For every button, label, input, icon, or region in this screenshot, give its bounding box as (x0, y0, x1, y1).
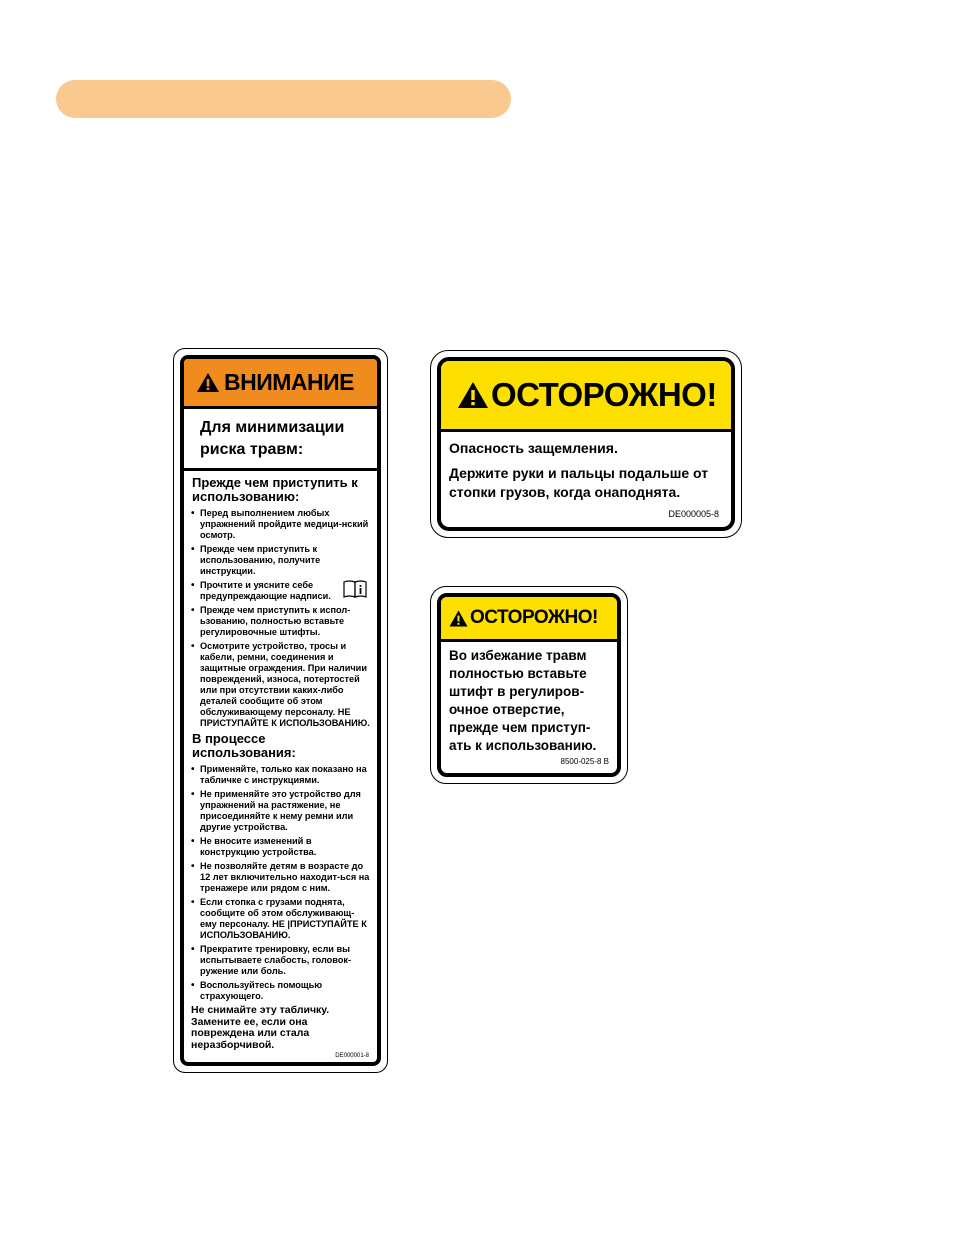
list-item: • Не применяйте это устройство для упражнений на растяжение, не присоединяйте к нему ремни или другие устройства. (191, 789, 371, 833)
attention-label-lead (184, 409, 377, 471)
pin-label-title: ОСТОРОЖНО! (470, 607, 598, 628)
list-item: • Прежде чем приступить к использованию, получите инструкции. (191, 544, 371, 577)
list-item: • Если стопка с грузами поднята, сообщите об этом обслуживающ-ему персоналу. НЕ |ПРИСТУПАЙТЕ К ИСПОЛЬЗОВАНИЮ. (191, 897, 371, 941)
header-bar (56, 80, 511, 118)
warning-triangle-icon (449, 610, 468, 627)
pinch-label-title: ОСТОРОЖНО! (491, 376, 717, 413)
section-during-use: В процессе использования: (192, 731, 296, 760)
list-item: • Применяйте, только как показано на табличке с инструкциями. (191, 764, 371, 786)
list-item: • Не вносите изменений в конструкцию устройства. (191, 836, 371, 858)
during-use-list (191, 764, 371, 1002)
pin-label-text: Во избежание травм полностью вставьте штифт в регулиров-очное отверстие, прежде чем приступ-ать к использованию. (449, 648, 597, 753)
list-item: • Перед выполнением любых упражнений пройдите медици-нский осмотр. (191, 508, 371, 541)
pinch-label-header (441, 361, 731, 432)
warning-triangle-icon (457, 381, 489, 409)
attention-label (180, 355, 381, 1066)
pinch-line-1: Опасность защемления. (449, 440, 618, 456)
list-item: • Не позволяйте детям в возрасте до 12 лет включительно находит-ься на тренажере или рядом с ним. (191, 861, 371, 894)
attention-lead-line-1: Для минимизации (200, 419, 345, 436)
list-item: • Воспользуйтесь помощью страхующего. (191, 980, 371, 1002)
attention-label-header (184, 359, 377, 409)
list-item: • Осмотрите устройство, тросы и кабели, ремни, соединения и защитные ограждения. При наличии повреждений, износа, потертостей или при отсутствии каких-либо деталей сообщите об этом обслуживающему персоналу. НЕ ПРИСТУПАЙТЕ К ИСПОЛЬЗОВАНИЮ. (191, 641, 371, 729)
pin-label-code: 8500-025-8 B (560, 757, 609, 766)
list-item: • Прекратите тренировку, если вы испытываете слабость, головок-ружение или боль. (191, 944, 371, 977)
pinch-label-text (441, 432, 731, 502)
pinch-label (437, 357, 735, 531)
attention-label-body (184, 471, 377, 1051)
before-use-list (191, 508, 371, 729)
pin-label (437, 593, 621, 777)
list-item-text: Прочтите и уясните себе предупреждающие надписи. (200, 580, 331, 601)
warning-triangle-icon (196, 372, 220, 393)
list-item: • Прежде чем приступить к испол-ьзованию, полностью вставьте регулировочные штифты. (191, 605, 371, 638)
attention-lead-line-2: риска травм: (200, 441, 304, 458)
pin-label-header (441, 597, 617, 642)
section-before-use: Прежде чем приступить к использованию: (192, 475, 358, 504)
attention-label-code: DE000001-8 (335, 1053, 369, 1059)
list-item-with-book (191, 580, 371, 602)
attention-footer-note: Не снимайте эту табличку. Замените ее, если она повреждена или стала неразборчивой. (191, 1004, 330, 1051)
manual-book-icon (343, 580, 367, 598)
attention-label-title: ВНИМАНИЕ (224, 369, 355, 395)
pinch-line-2: Держите руки и пальцы подальше от стопки грузов, когда онаподнята. (449, 465, 709, 500)
pinch-label-code: DE000005-8 (668, 509, 719, 519)
